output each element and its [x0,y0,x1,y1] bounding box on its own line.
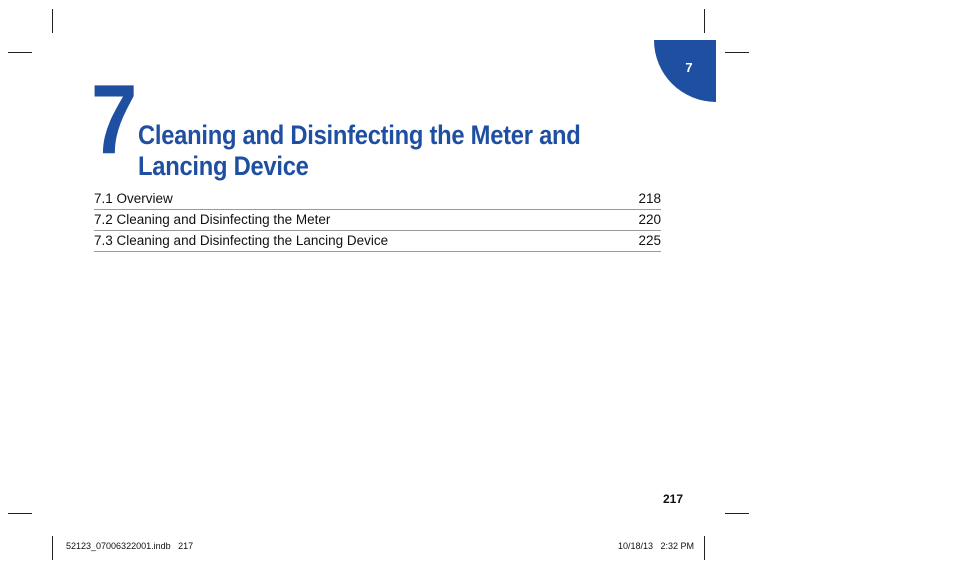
chapter-title-line-1: Cleaning and Disinfecting the Meter and [138,120,581,150]
footer-datetime: 10/18/13 2:32 PM [618,541,695,551]
footer-file-info: 52123_07006322001.indb 217 [66,541,194,551]
crop-mark-bottom-left-horizontal [8,513,32,514]
crop-mark-top-left-horizontal [8,52,32,53]
crop-mark-top-right-vertical [704,9,705,33]
toc-page: 220 [638,212,661,227]
table-of-contents [94,189,661,252]
toc-row[interactable] [94,210,661,231]
toc-label: 7.3 Cleaning and Disinfecting the Lancing Device [94,233,389,248]
chapter-title [138,120,596,182]
chapter-title-line-2: Lancing Device [138,151,309,181]
page-number: 217 [663,492,684,506]
crop-mark-bottom-right-vertical [704,536,705,560]
toc-row[interactable] [94,189,661,210]
toc-page: 225 [638,233,661,248]
chapter-number: 7 [91,64,134,174]
toc-label: 7.2 Cleaning and Disinfecting the Meter [94,212,331,227]
chapter-tab [654,40,716,102]
crop-mark-bottom-left-vertical [52,536,53,560]
crop-mark-bottom-right-horizontal [725,513,749,514]
crop-mark-top-right-horizontal [725,52,749,53]
toc-row[interactable] [94,231,661,252]
toc-page: 218 [638,191,661,206]
crop-mark-top-left-vertical [52,9,53,33]
toc-label: 7.1 Overview [94,191,173,206]
chapter-tab-number: 7 [685,59,693,75]
